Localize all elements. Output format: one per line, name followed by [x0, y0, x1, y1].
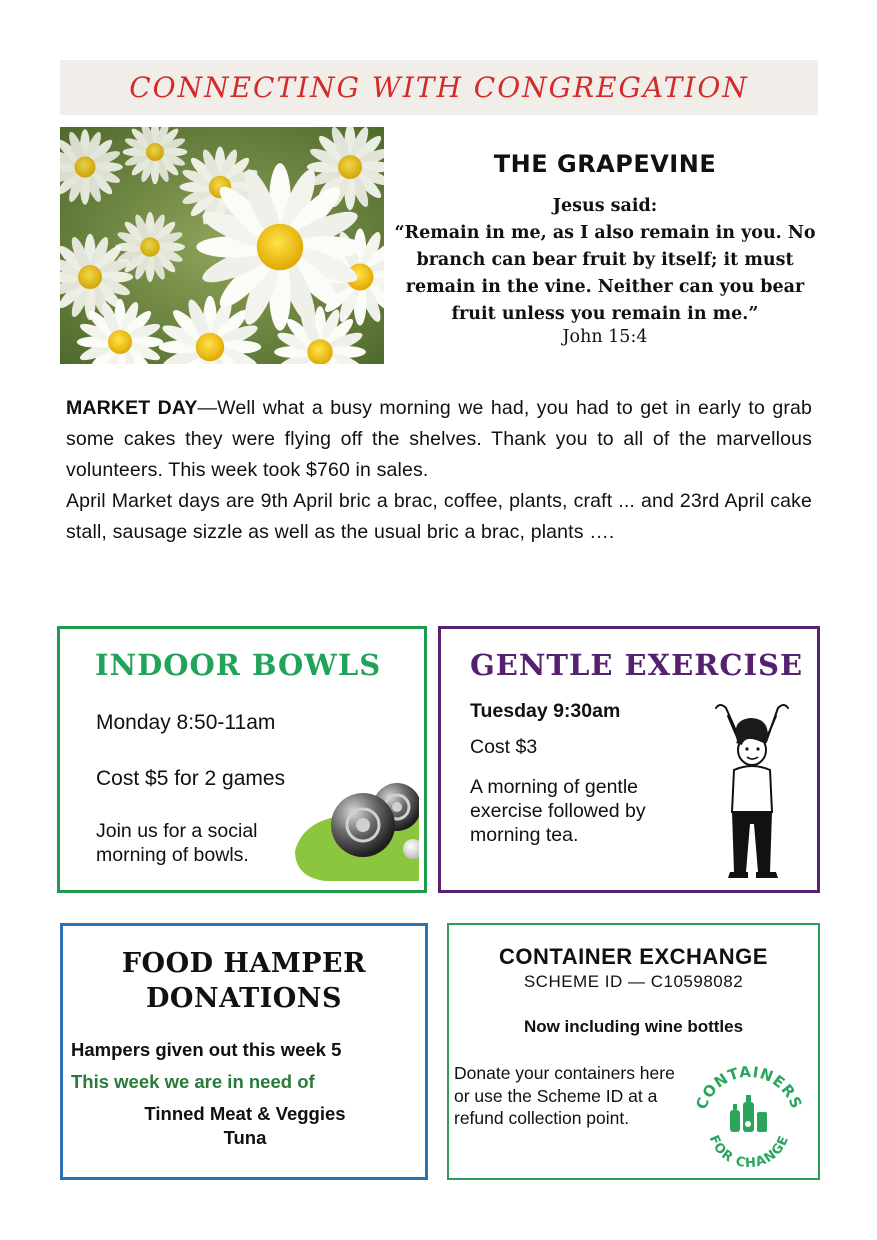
gentle-exercise-title: GENTLE EXERCISE: [470, 648, 804, 682]
daisy-image: [60, 127, 384, 364]
bowls-cost: Cost $5 for 2 games: [96, 767, 286, 790]
april-market-paragraph: April Market days are 9th April bric a brac, coffee, plants, craft ... and 23rd April cake stall, sausage sizzle as well as the usual bric a brac, plants ….: [66, 490, 812, 543]
grapevine-title: THE GRAPEVINE: [493, 150, 717, 178]
svg-text:FOR CHANGE: FOR CHANGE: [705, 1133, 793, 1172]
market-day-paragraph: [66, 393, 812, 486]
verse-reference: John 15:4: [562, 327, 648, 347]
verse-intro: Jesus said:: [552, 196, 658, 216]
bowls-time: Monday 8:50-11am: [96, 711, 276, 734]
food-hamper-title-line1: FOOD HAMPER: [121, 948, 367, 979]
exercise-day: Tuesday 9:30am: [470, 700, 621, 722]
exercise-cost: Cost $3: [470, 736, 538, 758]
hamper-count: Hampers given out this week 5: [71, 1039, 342, 1060]
market-day-section: [66, 393, 812, 548]
exercise-description: A morning of gentle exercise followed by morning tea.: [470, 776, 646, 846]
verse-text: “Remain in me, as I also remain in you. No branch can bear fruit by itself; it must remain in the vine. Neither can you bear fruit unless you remain in me.”: [394, 223, 816, 324]
scheme-id: SCHEME ID — C10598082: [523, 972, 744, 991]
daisy-photo: [60, 127, 384, 364]
hamper-need: This week we are in need of: [71, 1071, 315, 1092]
container-exchange-title: CONTAINER EXCHANGE: [499, 944, 768, 969]
market-day-heading: MARKET DAY: [66, 397, 198, 419]
page-title: CONNECTING WITH CONGREGATION: [129, 71, 749, 104]
hamper-item: Tinned Meat & Veggies: [144, 1103, 346, 1124]
header-banner: [60, 60, 818, 115]
containers-for-change-logo: [694, 1060, 804, 1175]
hamper-item: Tuna: [223, 1127, 267, 1148]
market-day-text: —Well what a busy morning we had, you had to get in early to grab some cakes they were flying off the shelves. Thank you to all of the marvellous volunteers. This week took $760 in sales.: [66, 397, 812, 481]
exercising-woman-icon: [706, 700, 798, 883]
food-hamper-title-line2: DONATIONS: [145, 983, 342, 1014]
bowls-description: Join us for a social morning of bowls.: [96, 820, 258, 866]
indoor-bowls-title: INDOOR BOWLS: [95, 648, 382, 682]
container-description: Donate your containers here or use the Scheme ID at a refund collection point.: [454, 1063, 675, 1128]
svg-text:CONTAINERS: CONTAINERS: [694, 1062, 804, 1112]
wine-bottles-note: Now including wine bottles: [523, 1017, 744, 1036]
lawn-bowls-icon: [295, 773, 419, 883]
food-hamper-title: [80, 946, 408, 1016]
hamper-items: [80, 1102, 410, 1150]
